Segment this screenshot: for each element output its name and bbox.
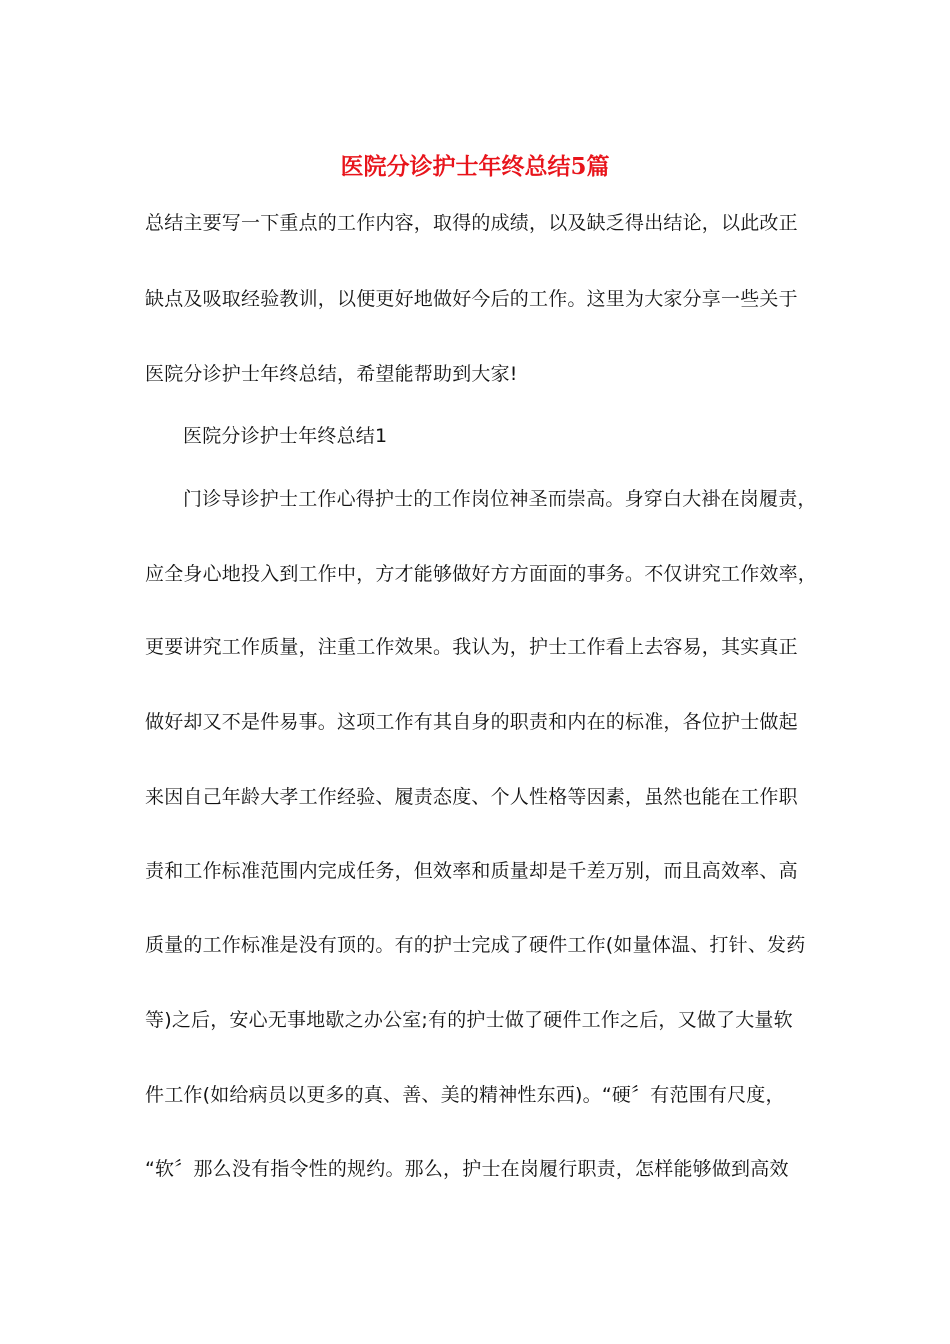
body-line-1: 门诊导诊护士工作心得护士的工作岗位神圣而崇高。身穿白大褂在岗履责， bbox=[183, 488, 817, 510]
body-line-9: 件工作(如给病员以更多的真、善、美的精神性东西)。“硬〞有范围有尺度， bbox=[145, 1084, 785, 1106]
body-line-2: 应全身心地投入到工作中，方才能够做好方方面面的事务。不仅讲究工作效率， bbox=[145, 563, 818, 585]
body-line-8: 等)之后，安心无事地歇之办公室;有的护士做了硬件工作之后，又做了大量软 bbox=[145, 1009, 793, 1031]
body-line-4: 做好却又不是件易事。这项工作有其自身的职责和内在的标准，各位护士做起 bbox=[145, 711, 798, 733]
intro-line-2: 缺点及吸取经验教训，以便更好地做好今后的工作。这里为大家分享一些关于 bbox=[145, 288, 798, 310]
intro-line-3: 医院分诊护士年终总结，希望能帮助到大家! bbox=[145, 363, 518, 385]
document-title: 医院分诊护士年终总结5篇 bbox=[340, 153, 610, 180]
section-heading: 医院分诊护士年终总结1 bbox=[183, 425, 388, 447]
intro-line-1: 总结主要写一下重点的工作内容，取得的成绩，以及缺乏得出结论，以此改正 bbox=[145, 212, 798, 234]
body-line-10: “软〞那么没有指令性的规约。那么，护士在岗履行职责，怎样能够做到高效 bbox=[145, 1158, 789, 1180]
body-line-6: 责和工作标准范围内完成任务，但效率和质量却是千差万别，而且高效率、高 bbox=[145, 860, 798, 882]
body-line-5: 来因自己年龄大孝工作经验、履责态度、个人性格等因素，虽然也能在工作职 bbox=[145, 786, 798, 808]
body-line-7: 质量的工作标准是没有顶的。有的护士完成了硬件工作(如量体温、打针、发药 bbox=[145, 934, 806, 956]
body-line-3: 更要讲究工作质量，注重工作效果。我认为，护士工作看上去容易，其实真正 bbox=[145, 636, 798, 658]
